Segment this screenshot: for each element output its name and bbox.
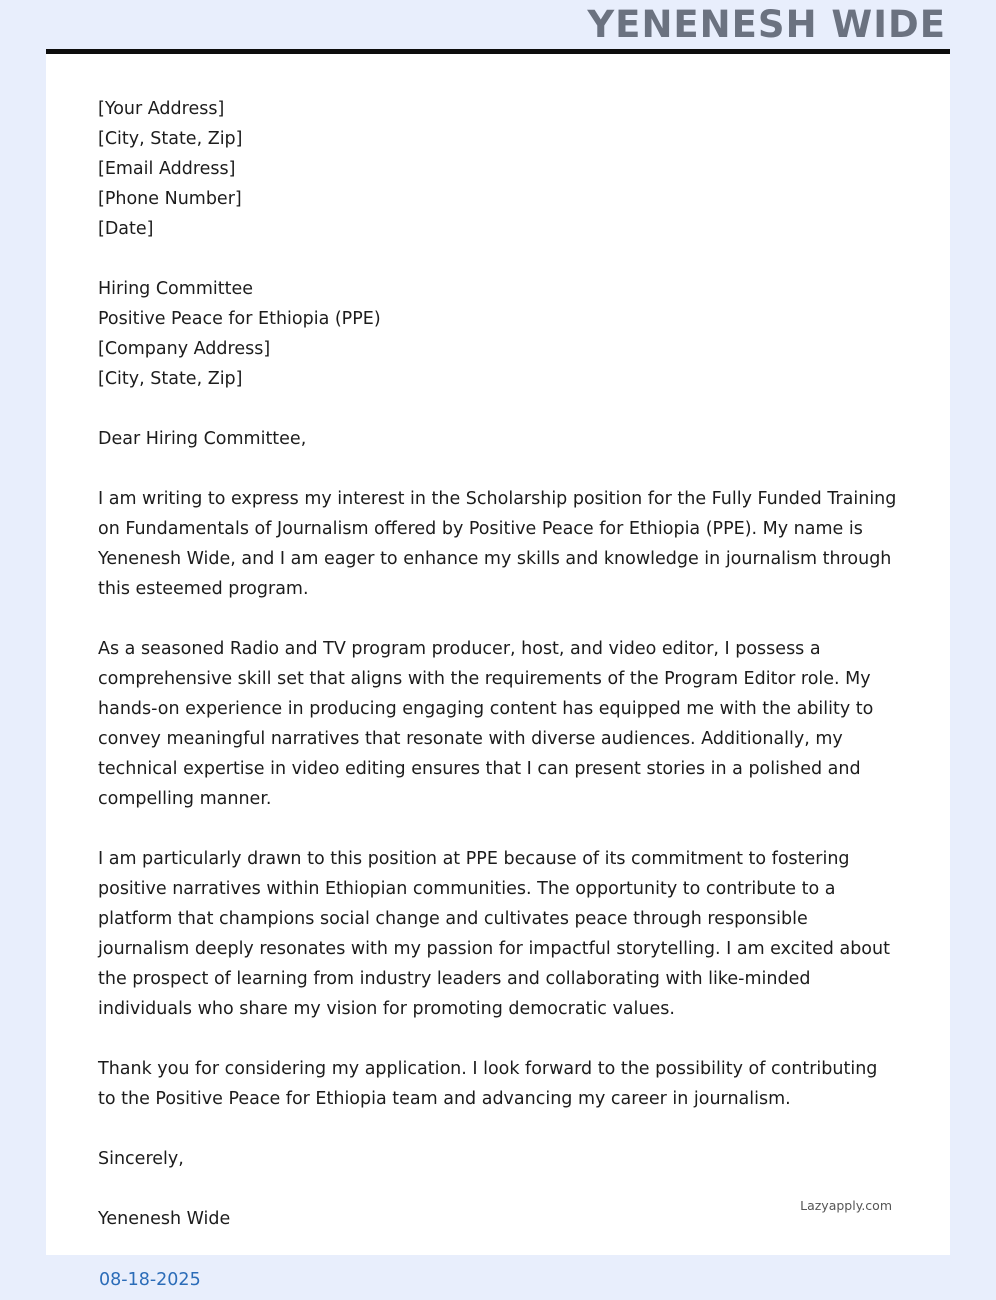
letter-paragraph: As a seasoned Radio and TV program producer, host, and video editor, I possess a comprehensive skill set that aligns with the requirements of the Program Editor role. My hands-on experience in producing engaging content has equipped me with the ability to convey meaningful narratives that resonate with diverse audiences. Additionally, my technical expertise in video editing ensures that I can present stories in a polished and compelling manner.: [98, 639, 874, 809]
recipient-address-line: [Company Address]: [98, 339, 271, 359]
recipient-address-line: Hiring Committee: [98, 279, 253, 299]
document-date: 08-18-2025: [99, 1270, 201, 1290]
letter-paragraph: I am writing to express my interest in the Scholarship position for the Fully Funded Training on Fundamentals of Journalism offered by Positive Peace for Ethiopia (PPE). My name is Yenenesh Wide, and I am eager to enhance my skills and knowledge in journalism through this esteemed program.: [98, 489, 897, 599]
document-header: [0, 0, 996, 48]
letter-paragraph: I am particularly drawn to this position at PPE because of its commitment to fostering positive narratives within Ethiopian communities. The opportunity to contribute to a platform that champions social change and cultivates peace through responsible journalism deeply resonates with my passion for impactful storytelling. I am excited about the prospect of learning from industry leaders and collaborating with like-minded individuals who share my vision for promoting democratic values.: [98, 849, 890, 1019]
recipient-address-line: [City, State, Zip]: [98, 369, 243, 389]
letter-sheet: [46, 54, 950, 1255]
cover-letter-body: [98, 94, 898, 1234]
sender-address-line: [City, State, Zip]: [98, 129, 243, 149]
sender-address-line: [Date]: [98, 219, 154, 239]
candidate-name-heading: YENENESH WIDE: [587, 2, 946, 46]
letter-paragraph: Thank you for considering my application. I look forward to the possibility of contributing to the Positive Peace for Ethiopia team and advancing my career in journalism.: [98, 1059, 878, 1109]
signature-name: Yenenesh Wide: [98, 1209, 231, 1229]
brand-watermark: Lazyapply.com: [800, 1198, 892, 1213]
sender-address-block: [98, 94, 898, 244]
sender-address-line: [Your Address]: [98, 99, 225, 119]
closing: Sincerely,: [98, 1149, 184, 1169]
recipient-address-line: Positive Peace for Ethiopia (PPE): [98, 309, 381, 329]
salutation: Dear Hiring Committee,: [98, 429, 307, 449]
recipient-address-block: [98, 274, 898, 394]
sender-address-line: [Phone Number]: [98, 189, 242, 209]
sender-address-line: [Email Address]: [98, 159, 236, 179]
